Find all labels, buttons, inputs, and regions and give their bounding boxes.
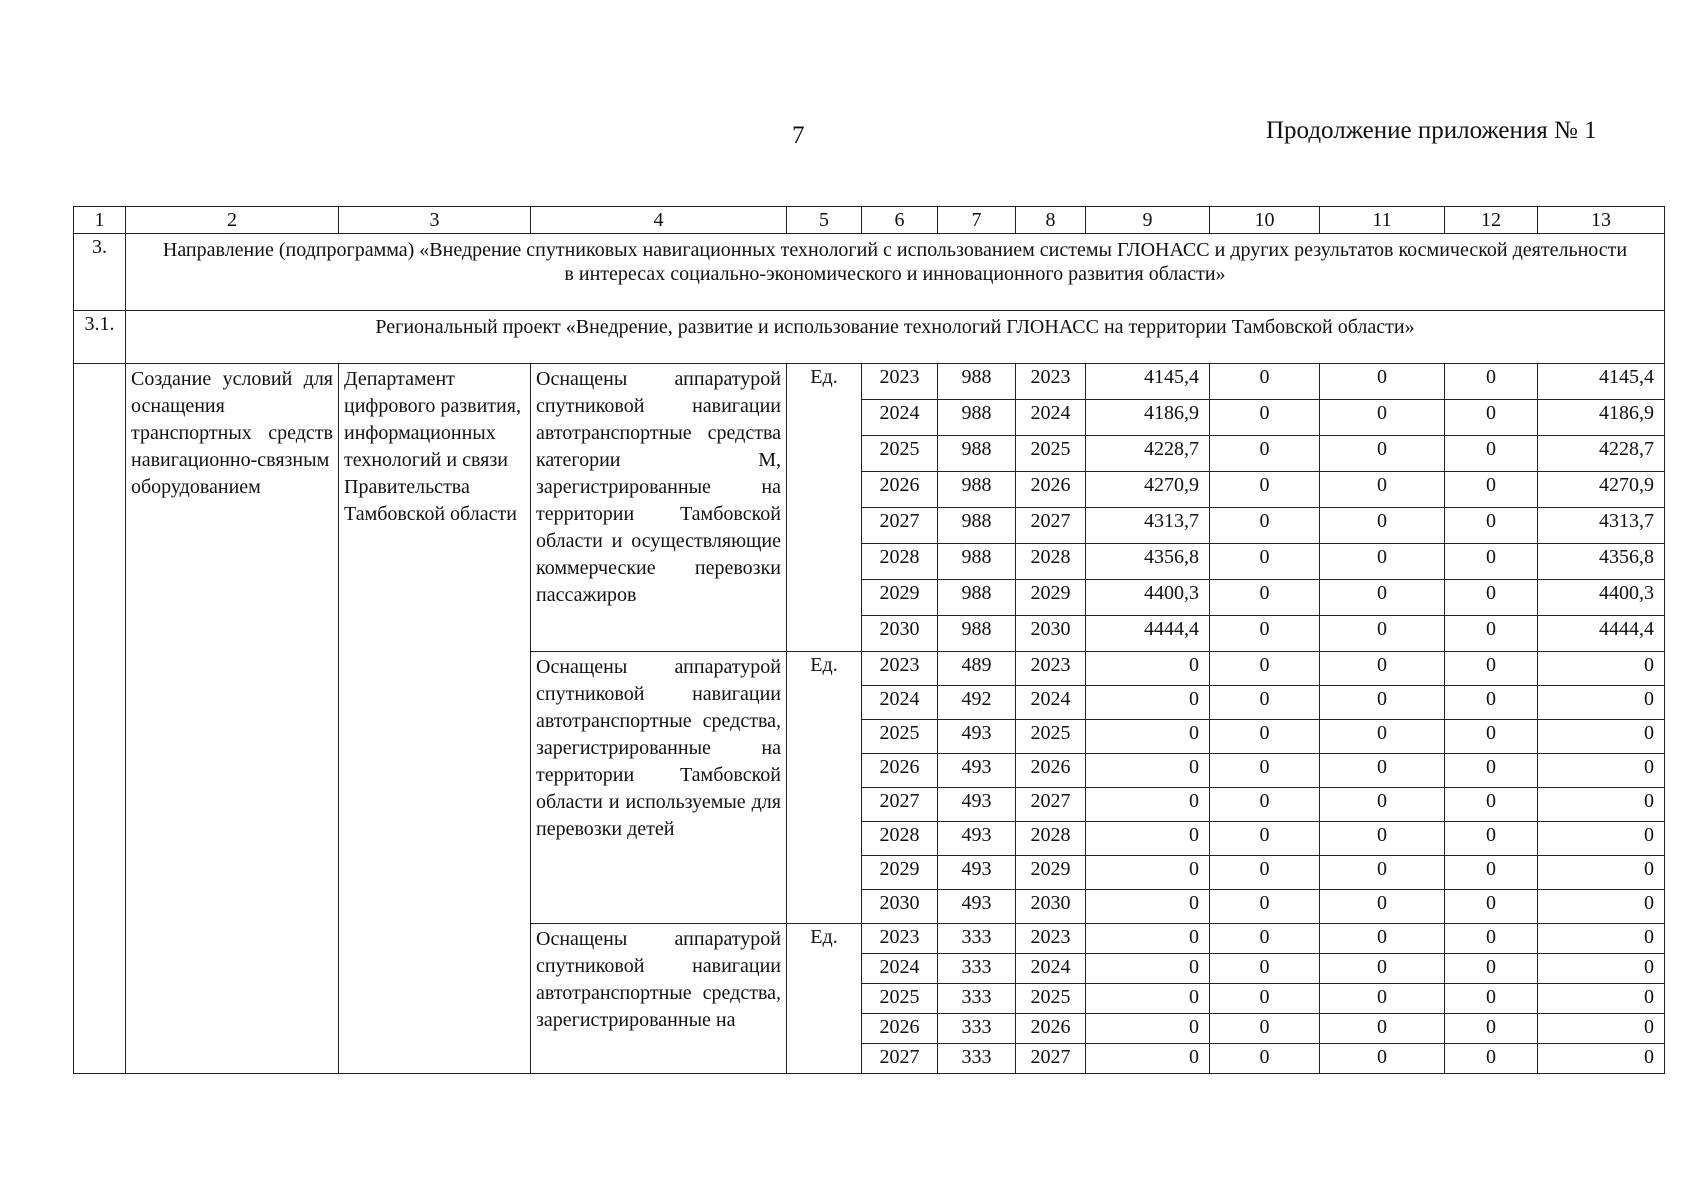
indicator-cell: Оснащены аппаратурой спутниковой навигации автотранспортные средства, зарегистрированные на xyxy=(531,924,787,1074)
column-header-4: 4 xyxy=(531,207,787,234)
column-header-1: 1 xyxy=(74,207,126,234)
value-cell-col6: 2024 xyxy=(862,954,938,984)
value-cell-col9: 4186,9 xyxy=(1086,400,1210,436)
value-cell-col6: 2024 xyxy=(862,686,938,720)
value-cell-col9: 0 xyxy=(1086,856,1210,890)
value-cell-col13: 0 xyxy=(1538,652,1665,686)
value-cell-col8: 2030 xyxy=(1016,616,1086,652)
value-cell-col8: 2023 xyxy=(1016,652,1086,686)
value-cell-col12: 0 xyxy=(1445,924,1538,954)
value-cell-col11: 0 xyxy=(1320,436,1445,472)
value-cell-col6: 2030 xyxy=(862,616,938,652)
value-cell-col12: 0 xyxy=(1445,436,1538,472)
value-cell-col11: 0 xyxy=(1320,924,1445,954)
value-cell-col13: 4186,9 xyxy=(1538,400,1665,436)
value-cell-col7: 493 xyxy=(938,856,1016,890)
value-cell-col12: 0 xyxy=(1445,1014,1538,1044)
value-cell-col8: 2029 xyxy=(1016,580,1086,616)
value-cell-col6: 2026 xyxy=(862,1014,938,1044)
value-cell-col6: 2028 xyxy=(862,544,938,580)
value-cell-col9: 0 xyxy=(1086,652,1210,686)
value-cell-col8: 2027 xyxy=(1016,1044,1086,1074)
value-cell-col12: 0 xyxy=(1445,890,1538,924)
page-number: 7 xyxy=(792,122,805,149)
value-cell-col13: 0 xyxy=(1538,754,1665,788)
value-cell-col9: 0 xyxy=(1086,924,1210,954)
column-header-6: 6 xyxy=(862,207,938,234)
value-cell-col7: 988 xyxy=(938,472,1016,508)
value-cell-col8: 2026 xyxy=(1016,472,1086,508)
value-cell-col7: 333 xyxy=(938,984,1016,1014)
unit-cell: Ед. xyxy=(787,652,862,924)
value-cell-col11: 0 xyxy=(1320,472,1445,508)
value-cell-col10: 0 xyxy=(1210,364,1320,400)
value-cell-col8: 2023 xyxy=(1016,364,1086,400)
value-cell-col9: 0 xyxy=(1086,720,1210,754)
value-cell-col7: 333 xyxy=(938,1014,1016,1044)
column-header-5: 5 xyxy=(787,207,862,234)
value-cell-col13: 0 xyxy=(1538,822,1665,856)
value-cell-col11: 0 xyxy=(1320,822,1445,856)
value-cell-col7: 988 xyxy=(938,508,1016,544)
value-cell-col10: 0 xyxy=(1210,508,1320,544)
value-cell-col9: 4400,3 xyxy=(1086,580,1210,616)
value-cell-col8: 2023 xyxy=(1016,924,1086,954)
value-cell-col6: 2023 xyxy=(862,652,938,686)
value-cell-col7: 988 xyxy=(938,400,1016,436)
column-header-3: 3 xyxy=(339,207,531,234)
value-cell-col8: 2024 xyxy=(1016,686,1086,720)
value-cell-col6: 2027 xyxy=(862,788,938,822)
value-cell-col10: 0 xyxy=(1210,984,1320,1014)
value-cell-col10: 0 xyxy=(1210,954,1320,984)
value-cell-col7: 493 xyxy=(938,720,1016,754)
value-cell-col6: 2028 xyxy=(862,822,938,856)
value-cell-col10: 0 xyxy=(1210,856,1320,890)
value-cell-col13: 4444,4 xyxy=(1538,616,1665,652)
value-cell-col8: 2029 xyxy=(1016,856,1086,890)
value-cell-col6: 2027 xyxy=(862,1044,938,1074)
value-cell-col13: 0 xyxy=(1538,954,1665,984)
value-cell-col11: 0 xyxy=(1320,954,1445,984)
value-cell-col6: 2025 xyxy=(862,984,938,1014)
value-cell-col6: 2024 xyxy=(862,400,938,436)
value-cell-col12: 0 xyxy=(1445,508,1538,544)
value-cell-col11: 0 xyxy=(1320,720,1445,754)
value-cell-col12: 0 xyxy=(1445,1044,1538,1074)
value-cell-col8: 2025 xyxy=(1016,436,1086,472)
value-cell-col10: 0 xyxy=(1210,754,1320,788)
value-cell-col13: 0 xyxy=(1538,686,1665,720)
column-header-8: 8 xyxy=(1016,207,1086,234)
value-cell-col6: 2030 xyxy=(862,890,938,924)
value-cell-col7: 988 xyxy=(938,364,1016,400)
value-cell-col10: 0 xyxy=(1210,616,1320,652)
value-cell-col12: 0 xyxy=(1445,400,1538,436)
empty-number-cell xyxy=(74,364,126,1074)
value-cell-col10: 0 xyxy=(1210,1014,1320,1044)
value-cell-col13: 4270,9 xyxy=(1538,472,1665,508)
value-cell-col13: 0 xyxy=(1538,720,1665,754)
value-cell-col11: 0 xyxy=(1320,616,1445,652)
value-cell-col13: 4228,7 xyxy=(1538,436,1665,472)
value-cell-col13: 0 xyxy=(1538,856,1665,890)
value-cell-col9: 0 xyxy=(1086,788,1210,822)
value-cell-col12: 0 xyxy=(1445,580,1538,616)
column-header-2: 2 xyxy=(126,207,339,234)
value-cell-col6: 2026 xyxy=(862,754,938,788)
value-cell-col8: 2026 xyxy=(1016,754,1086,788)
value-cell-col12: 0 xyxy=(1445,856,1538,890)
value-cell-col9: 0 xyxy=(1086,890,1210,924)
value-cell-col12: 0 xyxy=(1445,822,1538,856)
value-cell-col10: 0 xyxy=(1210,686,1320,720)
value-cell-col12: 0 xyxy=(1445,954,1538,984)
value-cell-col11: 0 xyxy=(1320,400,1445,436)
value-cell-col7: 333 xyxy=(938,954,1016,984)
value-cell-col8: 2027 xyxy=(1016,788,1086,822)
value-cell-col12: 0 xyxy=(1445,788,1538,822)
value-cell-col6: 2023 xyxy=(862,924,938,954)
column-header-13: 13 xyxy=(1538,207,1665,234)
value-cell-col6: 2029 xyxy=(862,580,938,616)
value-cell-col9: 4313,7 xyxy=(1086,508,1210,544)
value-cell-col12: 0 xyxy=(1445,616,1538,652)
value-cell-col7: 492 xyxy=(938,686,1016,720)
program-table xyxy=(73,206,1665,1074)
value-cell-col12: 0 xyxy=(1445,652,1538,686)
value-cell-col10: 0 xyxy=(1210,436,1320,472)
value-cell-col8: 2027 xyxy=(1016,508,1086,544)
value-cell-col13: 0 xyxy=(1538,924,1665,954)
column-header-12: 12 xyxy=(1445,207,1538,234)
subsection-title: Региональный проект «Внедрение, развитие и использование технологий ГЛОНАСС на территории Тамбовской области» xyxy=(126,311,1665,364)
value-cell-col8: 2026 xyxy=(1016,1014,1086,1044)
value-cell-col7: 493 xyxy=(938,822,1016,856)
value-cell-col9: 4444,4 xyxy=(1086,616,1210,652)
value-cell-col13: 4400,3 xyxy=(1538,580,1665,616)
value-cell-col9: 0 xyxy=(1086,1014,1210,1044)
subsection-row xyxy=(74,311,1665,364)
value-cell-col8: 2025 xyxy=(1016,720,1086,754)
value-cell-col13: 0 xyxy=(1538,1014,1665,1044)
value-cell-col8: 2028 xyxy=(1016,544,1086,580)
value-cell-col9: 4145,4 xyxy=(1086,364,1210,400)
value-cell-col11: 0 xyxy=(1320,652,1445,686)
task-cell: Создание условий для оснащения транспортных средств навигационно-связным оборудованием xyxy=(126,364,339,1074)
value-cell-col7: 489 xyxy=(938,652,1016,686)
value-cell-col11: 0 xyxy=(1320,856,1445,890)
value-cell-col11: 0 xyxy=(1320,890,1445,924)
value-cell-col13: 0 xyxy=(1538,1044,1665,1074)
column-header-10: 10 xyxy=(1210,207,1320,234)
unit-cell: Ед. xyxy=(787,364,862,652)
subsection-number: 3.1. xyxy=(74,311,126,364)
table-row xyxy=(74,364,1665,400)
value-cell-col12: 0 xyxy=(1445,754,1538,788)
value-cell-col7: 988 xyxy=(938,580,1016,616)
value-cell-col10: 0 xyxy=(1210,1044,1320,1074)
value-cell-col10: 0 xyxy=(1210,652,1320,686)
value-cell-col11: 0 xyxy=(1320,984,1445,1014)
value-cell-col10: 0 xyxy=(1210,400,1320,436)
section-row xyxy=(74,234,1665,311)
value-cell-col13: 4145,4 xyxy=(1538,364,1665,400)
value-cell-col9: 4356,8 xyxy=(1086,544,1210,580)
indicator-cell: Оснащены аппаратурой спутниковой навигации автотранспортные средства, зарегистрированные на территории Тамбовской области и используемые для перевозки детей xyxy=(531,652,787,924)
value-cell-col9: 0 xyxy=(1086,984,1210,1014)
column-header-7: 7 xyxy=(938,207,1016,234)
value-cell-col12: 0 xyxy=(1445,364,1538,400)
value-cell-col7: 333 xyxy=(938,924,1016,954)
unit-cell: Ед. xyxy=(787,924,862,1074)
value-cell-col8: 2025 xyxy=(1016,984,1086,1014)
section-number: 3. xyxy=(74,234,126,311)
value-cell-col9: 0 xyxy=(1086,1044,1210,1074)
value-cell-col8: 2024 xyxy=(1016,954,1086,984)
value-cell-col10: 0 xyxy=(1210,472,1320,508)
value-cell-col7: 493 xyxy=(938,788,1016,822)
value-cell-col7: 493 xyxy=(938,754,1016,788)
value-cell-col6: 2025 xyxy=(862,436,938,472)
column-header-11: 11 xyxy=(1320,207,1445,234)
value-cell-col9: 0 xyxy=(1086,754,1210,788)
value-cell-col8: 2028 xyxy=(1016,822,1086,856)
column-header-9: 9 xyxy=(1086,207,1210,234)
value-cell-col9: 4228,7 xyxy=(1086,436,1210,472)
value-cell-col9: 0 xyxy=(1086,822,1210,856)
value-cell-col11: 0 xyxy=(1320,1014,1445,1044)
value-cell-col10: 0 xyxy=(1210,788,1320,822)
value-cell-col13: 4313,7 xyxy=(1538,508,1665,544)
value-cell-col7: 493 xyxy=(938,890,1016,924)
value-cell-col11: 0 xyxy=(1320,1044,1445,1074)
value-cell-col13: 0 xyxy=(1538,984,1665,1014)
value-cell-col12: 0 xyxy=(1445,720,1538,754)
appendix-caption: Продолжение приложения № 1 xyxy=(1266,117,1597,144)
responsible-cell: Департамент цифрового развития, информационных технологий и связи Правительства Тамбовской области xyxy=(339,364,531,1074)
value-cell-col9: 4270,9 xyxy=(1086,472,1210,508)
value-cell-col11: 0 xyxy=(1320,686,1445,720)
value-cell-col12: 0 xyxy=(1445,984,1538,1014)
value-cell-col7: 988 xyxy=(938,544,1016,580)
value-cell-col11: 0 xyxy=(1320,754,1445,788)
value-cell-col9: 0 xyxy=(1086,954,1210,984)
value-cell-col9: 0 xyxy=(1086,686,1210,720)
value-cell-col11: 0 xyxy=(1320,508,1445,544)
value-cell-col6: 2026 xyxy=(862,472,938,508)
value-cell-col10: 0 xyxy=(1210,924,1320,954)
header-row xyxy=(74,207,1665,234)
value-cell-col10: 0 xyxy=(1210,822,1320,856)
value-cell-col8: 2024 xyxy=(1016,400,1086,436)
value-cell-col10: 0 xyxy=(1210,580,1320,616)
value-cell-col11: 0 xyxy=(1320,364,1445,400)
value-cell-col7: 333 xyxy=(938,1044,1016,1074)
value-cell-col13: 0 xyxy=(1538,788,1665,822)
value-cell-col7: 988 xyxy=(938,616,1016,652)
value-cell-col10: 0 xyxy=(1210,890,1320,924)
value-cell-col8: 2030 xyxy=(1016,890,1086,924)
value-cell-col11: 0 xyxy=(1320,544,1445,580)
value-cell-col6: 2023 xyxy=(862,364,938,400)
value-cell-col6: 2027 xyxy=(862,508,938,544)
value-cell-col10: 0 xyxy=(1210,544,1320,580)
value-cell-col10: 0 xyxy=(1210,720,1320,754)
value-cell-col13: 0 xyxy=(1538,890,1665,924)
value-cell-col6: 2029 xyxy=(862,856,938,890)
value-cell-col11: 0 xyxy=(1320,580,1445,616)
section-title: Направление (подпрограмма) «Внедрение спутниковых навигационных технологий с использованием системы ГЛОНАСС и других результатов космической деятельности в интересах социально-экономического и инновационного развития области» xyxy=(126,234,1665,311)
value-cell-col12: 0 xyxy=(1445,686,1538,720)
value-cell-col11: 0 xyxy=(1320,788,1445,822)
value-cell-col12: 0 xyxy=(1445,472,1538,508)
value-cell-col7: 988 xyxy=(938,436,1016,472)
value-cell-col6: 2025 xyxy=(862,720,938,754)
indicator-cell: Оснащены аппаратурой спутниковой навигации автотранспортные средства категории М, зарегистрированные на территории Тамбовской области и осуществляющие коммерческие перевозки пассажиров xyxy=(531,364,787,652)
value-cell-col12: 0 xyxy=(1445,544,1538,580)
value-cell-col13: 4356,8 xyxy=(1538,544,1665,580)
